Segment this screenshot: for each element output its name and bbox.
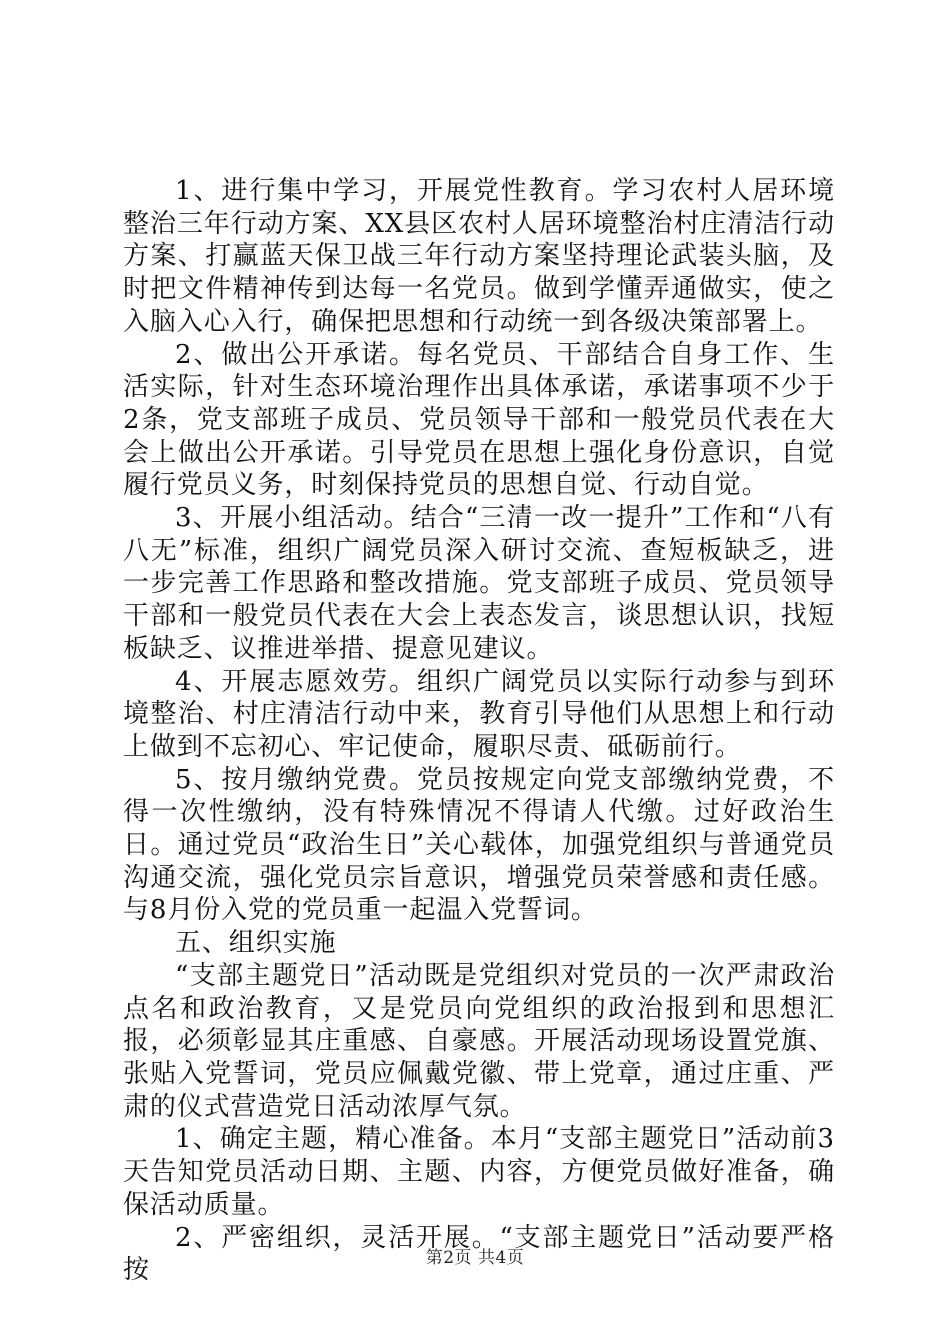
paragraph-item-3-group-activity: 3、开展小组活动。结合“三清一改一提升”工作和“八有八无”标准，组织广阔党员深入研讨交流、查短板缺乏，进一步完善工作思路和整改措施。党支部班子成员、党员领导干部和一般党员代表在大会上表态发言，谈思想认识，找短板缺乏、议推进举措、提意见建议。 (123, 503, 835, 664)
document-body (123, 175, 835, 1287)
section-heading-organization: 五、组织实施 (175, 928, 337, 959)
paragraph-organization-intro: “支部主题党日”活动既是党组织对党员的一次严肃政治点名和政治教育，又是党员向党组织的政治报到和思想汇报，必须彰显其庄重感、自豪感。开展活动现场设置党旗、张贴入党誓词，党员应佩戴党徽、带上党章，通过庄重、严肃的仪式营造党日活动浓厚气氛。 (123, 960, 835, 1122)
page-number-footer: 第2页 共4页 (425, 1248, 525, 1268)
paragraph-step-1-theme: 1、确定主题，精心准备。本月“支部主题党日”活动前3天告知党员活动日期、主题、内容，方便党员做好准备，确保活动质量。 (123, 1124, 835, 1220)
paragraph-item-1-study: 1、进行集中学习，开展党性教育。学习农村人居环境整治三年行动方案、XX县区农村人居环境整治村庄清洁行动方案、打赢蓝天保卫战三年行动方案坚持理论武装头脑，及时把文件精神传到达每一名党员。做到学懂弄通做实，使之入脑入心入行，确保把思想和行动统一到各级决策部署上。 (123, 176, 835, 337)
paragraph-item-5-party-dues: 5、按月缴纳党费。党员按规定向党支部缴纳党费，不得一次性缴纳，没有特殊情况不得请人代缴。过好政治生日。通过党员“政治生日”关心载体，加强党组织与普通党员沟通交流，强化党员宗旨意识，增强党员荣誉感和责任感。与8月份入党的党员重一起温入党誓词。 (123, 764, 835, 926)
paragraph-item-4-volunteer: 4、开展志愿效劳。组织广阔党员以实际行动参与到环境整治、村庄清洁行动中来，教育引导他们从思想上和行动上做到不忘初心、牢记使命，履职尽责、砥砺前行。 (123, 666, 835, 762)
paragraph-item-2-commitment: 2、做出公开承诺。每名党员、干部结合自身工作、生活实际，针对生态环境治理作出具体承诺，承诺事项不少于2条，党支部班子成员、党员领导干部和一般党员代表在大会上做出公开承诺。引导党员在思想上强化身份意识，自觉履行党员义务，时刻保持党员的思想自觉、行动自觉。 (123, 339, 835, 501)
paragraph-step-2-organize: 2、严密组织，灵活开展。“支部主题党日”活动要严格按 (123, 1222, 835, 1286)
